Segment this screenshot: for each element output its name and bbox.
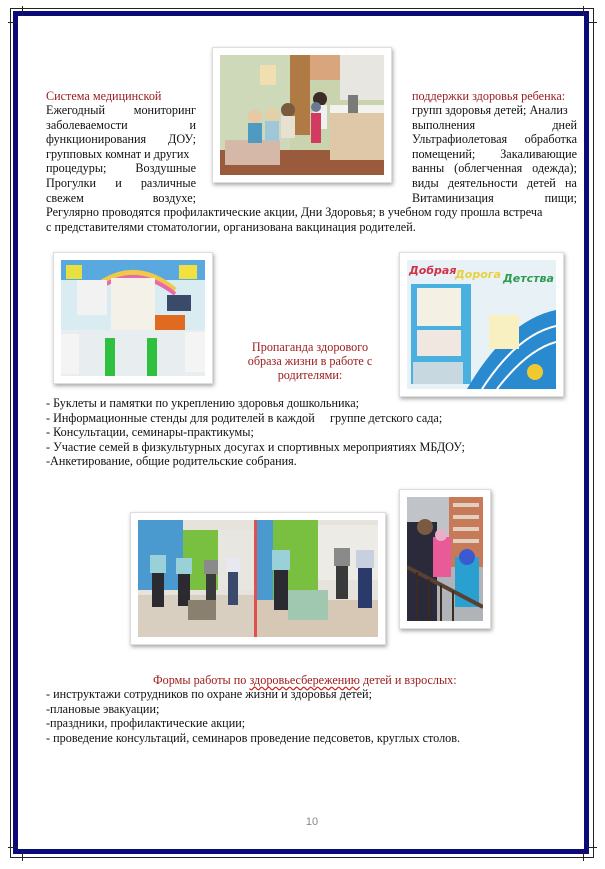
- paragraph-word: деятельности: [447, 175, 518, 190]
- paragraph-word: групп здоровья детей; Анализ: [412, 103, 568, 117]
- paragraph-line: [412, 161, 577, 176]
- paragraph-word: на: [565, 175, 577, 190]
- paragraph-word: виды: [412, 175, 439, 190]
- heading-line: образа жизни в работе с: [247, 354, 373, 368]
- corner-mark: [22, 6, 23, 16]
- first-aid-training-image: [138, 520, 378, 637]
- paragraph-word: Ультрафиолетовая: [412, 132, 508, 147]
- corner-mark: [587, 22, 597, 23]
- heading-health-saving: [153, 673, 457, 688]
- road-safety-stand-image: [407, 260, 556, 389]
- paragraph-line: [412, 132, 577, 147]
- paragraph-line: [46, 161, 196, 176]
- paragraph-line: [46, 176, 196, 191]
- medical-office-children-image: [220, 55, 384, 175]
- list-item: - проведение консультаций, семинаров проведение педсоветов, круглых столов.: [46, 730, 461, 745]
- paragraph-word: Витаминизация: [412, 190, 494, 205]
- list-item: -праздники, профилактические акции;: [46, 716, 246, 731]
- photo-first-aid-training: [130, 512, 386, 645]
- corner-mark: [8, 847, 18, 848]
- paragraph-word: (облегченная: [454, 161, 523, 176]
- list-item: - инструктажи сотрудников по охране жизни и здоровья детей;: [46, 687, 372, 701]
- paragraph-word: помещений;: [412, 146, 476, 161]
- list-item: - Буклеты и памятки по укреплению здоровья дошкольника;: [46, 396, 360, 410]
- paragraph-line: с представителями стоматологии, организована вакцинация родителей.: [46, 219, 416, 234]
- evacuation-stairs-image: [407, 497, 483, 621]
- corner-mark: [583, 6, 584, 16]
- parent-work-list: [46, 396, 566, 469]
- paragraph-line: [412, 191, 577, 206]
- paragraph-text: Регулярно проводятся профилактические акции, Дни Здоровья; в учебном году прошла встреча: [46, 205, 543, 219]
- paragraph-word: ванны: [412, 161, 445, 176]
- list-item: -Анкетирование, общие родительские собрания.: [46, 454, 297, 469]
- heading-text: Формы работы по: [153, 673, 250, 687]
- medical-text-left-column: [46, 103, 196, 205]
- health-info-stand-image: [61, 260, 205, 376]
- heading-health-propaganda: [225, 340, 395, 382]
- paragraph-line: [412, 103, 577, 118]
- medical-text-right-column: [412, 103, 577, 205]
- paragraph-line: [46, 118, 196, 133]
- paragraph-word: Ежегодный: [46, 103, 105, 117]
- paragraph-line: [46, 147, 196, 162]
- heading-line: Пропаганда здорового: [251, 340, 369, 354]
- svg-text:Дорога: Дорога: [455, 268, 501, 281]
- paragraph-word: Закаливающие: [500, 146, 577, 161]
- paragraph-word: групповых комнат и других: [46, 146, 190, 161]
- heading-medical-right: поддержки здоровья ребенка:: [412, 89, 566, 103]
- paragraph-word: дней: [552, 117, 577, 132]
- paragraph-word: различные: [140, 175, 196, 190]
- paragraph-word: мониторинг: [133, 103, 196, 117]
- work-forms-list: [46, 687, 566, 745]
- photo-road-safety-stand: [399, 252, 564, 397]
- paragraph-word: обработка: [524, 132, 577, 147]
- paragraph-word: пищи;: [544, 190, 577, 205]
- svg-text:Добрая: Добрая: [409, 264, 457, 277]
- photo-health-stand: [53, 252, 213, 384]
- heading-spellcheck-word: здоровьесбережению: [249, 673, 360, 687]
- svg-text:Детства: Детства: [503, 272, 554, 285]
- corner-mark: [583, 851, 584, 861]
- paragraph-word: выполнения: [412, 117, 476, 132]
- list-item: - Информационные стенды для родителей в каждой группе детского сада;: [46, 410, 443, 425]
- medical-text-full: [46, 205, 577, 234]
- heading-medical-left: Система медицинской: [46, 89, 162, 103]
- heading-line: родителями:: [277, 368, 343, 382]
- paragraph-line: [46, 205, 577, 220]
- paragraph-line: [412, 118, 577, 133]
- photo-medical-office: [212, 47, 392, 183]
- corner-mark: [587, 847, 597, 848]
- paragraph-word: и: [189, 117, 196, 132]
- corner-mark: [8, 22, 18, 23]
- list-item: - Участие семей в физкультурных досугах и спортивных мероприятиях МБДОУ;: [46, 439, 465, 454]
- list-item: -плановые эвакуации;: [46, 701, 160, 716]
- paragraph-line: [412, 176, 577, 191]
- heading-text: детей и взрослых:: [359, 673, 457, 687]
- paragraph-word: и: [115, 175, 122, 190]
- paragraph-word: Прогулки: [46, 175, 97, 190]
- photo-evacuation-stairs: [399, 489, 491, 629]
- paragraph-line: [412, 147, 577, 162]
- paragraph-word: воздухе;: [152, 190, 196, 205]
- corner-mark: [22, 851, 23, 861]
- paragraph-word: ДОУ;: [168, 132, 196, 147]
- paragraph-line: [46, 103, 196, 118]
- paragraph-word: процедуры;: [46, 161, 107, 176]
- paragraph-word: детей: [526, 175, 556, 190]
- paragraph-word: функционирования: [46, 132, 147, 147]
- paragraph-word: заболеваемости: [46, 117, 128, 132]
- paragraph-word: одежда);: [532, 161, 577, 176]
- list-item: - Консультации, семинары-практикумы;: [46, 425, 254, 440]
- paragraph-word: Воздушные: [135, 161, 196, 176]
- paragraph-word: свежем: [46, 190, 84, 205]
- page-number: 10: [305, 816, 319, 828]
- paragraph-line: [46, 191, 196, 206]
- paragraph-line: [46, 132, 196, 147]
